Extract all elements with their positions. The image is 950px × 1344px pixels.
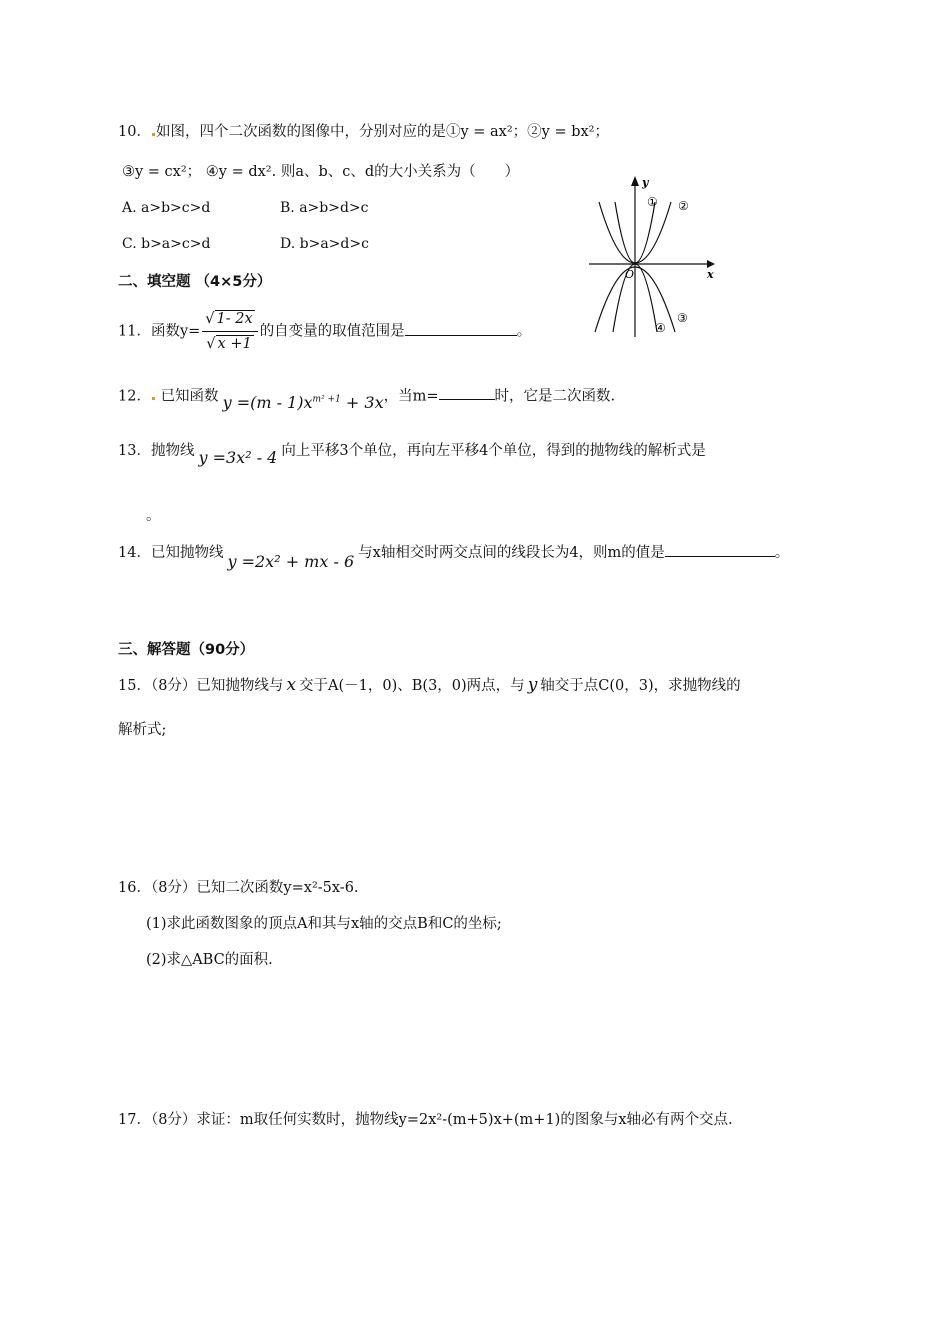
q11-numerator: 1- 2x bbox=[216, 311, 253, 327]
q10-line1 bbox=[118, 122, 609, 142]
q14-number: 14． bbox=[118, 545, 151, 561]
q10-number: 10． bbox=[118, 124, 151, 140]
q14-line: 14．已知抛物线 y =2x² + mx - 6 与x轴相交时两交点间的线段长为4，则m的值是 。 bbox=[118, 542, 789, 563]
q14-answer-blank[interactable] bbox=[665, 542, 775, 557]
q12-number: 12． bbox=[118, 388, 151, 405]
q11-fraction: $\frac{√ 1- 2x}{√ x +1}$ bbox=[202, 308, 257, 355]
q15-line2: 解析式; bbox=[118, 722, 167, 738]
label-3: ③ bbox=[677, 311, 688, 325]
q13-formula: y =3x² - 4 bbox=[198, 448, 278, 467]
label-4: ④ bbox=[655, 321, 666, 335]
q15-x-var: x bbox=[286, 675, 297, 695]
q10-option-d: D. b>a>d>c bbox=[280, 236, 369, 252]
q14-suffix: 与x轴相交时两交点间的线段长为4，则m的值是 bbox=[358, 545, 665, 561]
q10-text-line1: 如图，四个二次函数的图像中，分别对应的是①y = ax²；②y = bx²； bbox=[155, 124, 609, 140]
y-axis-arrow bbox=[631, 176, 639, 186]
q11-line: 11．函数y= $\frac{√ 1- 2x}{√ x +1}$ 的自变量的取值范围是 。 bbox=[118, 308, 531, 355]
q11-denominator: x +1 bbox=[217, 336, 252, 352]
origin-label: O bbox=[625, 268, 635, 281]
q10-option-c: C. b>a>c>d bbox=[122, 236, 211, 252]
x-axis-label: x bbox=[707, 268, 714, 281]
q12-answer-blank[interactable] bbox=[439, 385, 495, 400]
q12-formula: $y =(m - 1)x^{m^2 +1} + 3x$ bbox=[222, 393, 384, 413]
q10-option-a: A. a>b>c>d bbox=[122, 200, 211, 216]
q14-formula: y =2x² + mx - 6 bbox=[227, 552, 355, 571]
label-1: ① bbox=[647, 195, 658, 209]
q11-answer-blank[interactable] bbox=[405, 321, 517, 336]
section2-title: 二、填空题 （4×5分） bbox=[118, 274, 272, 290]
q16-part2: (2)求△ABC的面积. bbox=[146, 952, 273, 968]
q11-suffix: 的自变量的取值范围是 bbox=[259, 323, 405, 340]
q15-y-var: y bbox=[527, 675, 538, 695]
q16-line1: 16．（8分）已知二次函数y=x²-5x-6. bbox=[118, 880, 359, 896]
q12-prefix: 已知函数 bbox=[160, 388, 219, 405]
q12-exponent: m² +1 bbox=[312, 395, 341, 405]
section3-title: 三、解答题（90分） bbox=[118, 642, 255, 658]
q13-number: 13． bbox=[118, 443, 151, 459]
q11-number: 11． bbox=[118, 323, 151, 340]
q10-line2 bbox=[122, 162, 519, 182]
x-axis-arrow bbox=[707, 260, 715, 268]
q10-text-line2: ③y = cx²； ④y = dx². 则a、b、c、d的大小关系为（ ） bbox=[122, 164, 520, 180]
q13-prefix: 抛物线 bbox=[150, 443, 195, 459]
q15-line1: 15．（8分）已知抛物线与 x 交于A(－1，0)、B(3，0)两点，与 y 轴交于点C(0，3)，求抛物线的 bbox=[118, 675, 741, 695]
q12-line: 12． 已知函数 $y =(m - 1)x^{m^2 +1} + 3x$，当m= 时，它是二次函数. bbox=[118, 382, 615, 406]
label-2: ② bbox=[678, 199, 689, 213]
q11-prefix: 函数y= bbox=[150, 323, 201, 340]
y-axis-label: y bbox=[642, 176, 649, 189]
q12-suffix: ，当m= bbox=[383, 388, 439, 405]
q13-suffix: 向上平移3个单位，再向左平移4个单位，得到的抛物线的解析式是 bbox=[281, 443, 706, 459]
q13-line bbox=[118, 440, 706, 467]
q10-parabola-graph bbox=[585, 172, 725, 342]
q17-line1: 17．（8分）求证：m取任何实数时，抛物线y=2x²-(m+5)x+(m+1)的图象与x轴必有两个交点. bbox=[118, 1112, 733, 1128]
q10-option-b: B. a>b>d>c bbox=[280, 200, 369, 216]
q13-end: 。 bbox=[146, 508, 161, 524]
q14-prefix: 已知抛物线 bbox=[150, 545, 224, 561]
q16-part1: (1)求此函数图象的顶点A和其与x轴的交点B和C的坐标; bbox=[146, 916, 502, 932]
